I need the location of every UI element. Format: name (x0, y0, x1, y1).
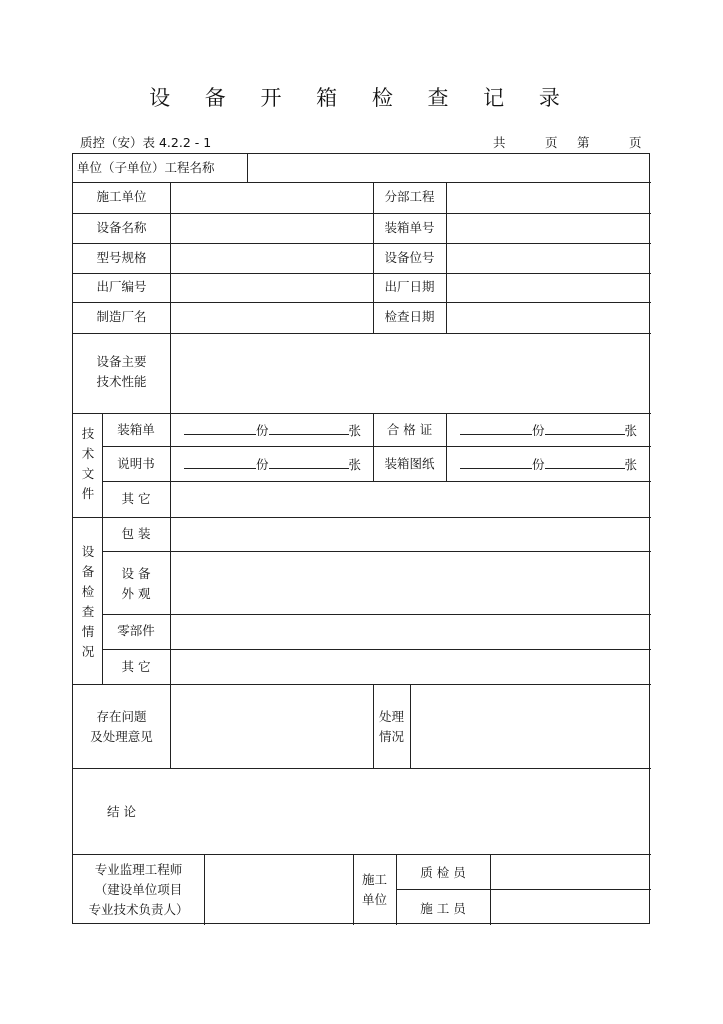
conclusion-field[interactable] (173, 772, 647, 850)
inspection-date-label: 检查日期 (384, 309, 435, 324)
packing-list-count[interactable]: 份 张 (184, 420, 361, 441)
tech-docs-other-label: 其 它 (121, 491, 151, 506)
manufacturer-field[interactable] (173, 307, 369, 327)
inspection-group-label: 设备检查情况 (81, 544, 95, 659)
page-title: 设 备 开 箱 检 查 记 录 (149, 86, 574, 110)
tech-docs-other-field[interactable] (173, 485, 647, 513)
parts-label: 零部件 (117, 623, 155, 638)
packing-list-label: 装箱单 (117, 422, 155, 437)
tech-docs-group-label: 技术文件 (81, 426, 95, 501)
manufacturer-label: 制造厂名 (96, 309, 147, 324)
issues-label: 存在问题 及处理意见 (90, 709, 153, 744)
project-name-field[interactable] (251, 158, 647, 178)
issues-field[interactable] (173, 688, 369, 764)
sub-project-label: 分部工程 (384, 189, 435, 204)
factory-date-field[interactable] (449, 277, 647, 297)
packing-drawing-count[interactable]: 份 张 (460, 454, 637, 475)
device-name-label: 设备名称 (96, 220, 147, 235)
project-name-label: 单位（子单位）工程名称 (77, 160, 215, 175)
packing-list-no-label: 装箱单号 (384, 220, 435, 235)
device-position-label: 设备位号 (384, 250, 435, 265)
inspection-other-field[interactable] (173, 653, 647, 681)
packaging-label: 包 装 (121, 526, 151, 541)
packing-list-no-field[interactable] (449, 218, 647, 238)
sub-project-field[interactable] (449, 187, 647, 207)
inspector-signature-field[interactable] (493, 858, 647, 886)
inspection-date-field[interactable] (449, 307, 647, 327)
page-total-label: 共 (493, 135, 506, 150)
factory-date-label: 出厂日期 (384, 279, 435, 294)
handling-field[interactable] (413, 688, 647, 764)
model-spec-label: 型号规格 (96, 250, 147, 265)
parts-field[interactable] (173, 618, 647, 646)
packing-drawing-label: 装箱图纸 (384, 456, 435, 471)
manual-count[interactable]: 份 张 (184, 454, 361, 475)
construction-unit-field[interactable] (173, 187, 369, 207)
conclusion-label: 结 论 (107, 804, 136, 819)
page-number-label: 第 (577, 135, 590, 150)
manual-label: 说明书 (117, 456, 155, 471)
main-performance-field[interactable] (173, 337, 647, 409)
page-total-unit: 页 (545, 135, 558, 150)
page-number-unit: 页 (629, 135, 642, 150)
model-spec-field[interactable] (173, 248, 369, 268)
certificate-count[interactable]: 份 张 (460, 420, 637, 441)
inspection-other-label: 其 它 (121, 659, 151, 674)
handling-label: 处理 情况 (378, 709, 404, 744)
factory-no-label: 出厂编号 (96, 279, 147, 294)
supervisor-signature-field[interactable] (207, 858, 349, 921)
worker-signature-field[interactable] (493, 893, 647, 921)
appearance-label: 设 备 外 观 (121, 566, 151, 601)
certificate-label: 合 格 证 (386, 422, 433, 437)
packaging-field[interactable] (173, 521, 647, 548)
form-code: 质控（安）表 4.2.2 - 1 (80, 135, 212, 150)
worker-label: 施 工 员 (420, 901, 466, 916)
factory-no-field[interactable] (173, 277, 369, 297)
construction-unit-label: 施工单位 (96, 189, 147, 204)
main-performance-label: 设备主要 技术性能 (96, 354, 147, 389)
inspection-form-table (72, 153, 650, 924)
appearance-field[interactable] (173, 555, 647, 611)
device-name-field[interactable] (173, 218, 369, 238)
supervisor-label: 专业监理工程师 （建设单位项目 专业技术负责人） (88, 862, 189, 917)
inspector-label: 质 检 员 (420, 865, 466, 880)
device-position-field[interactable] (449, 248, 647, 268)
construction-unit-sign-label: 施工 单位 (361, 872, 387, 907)
